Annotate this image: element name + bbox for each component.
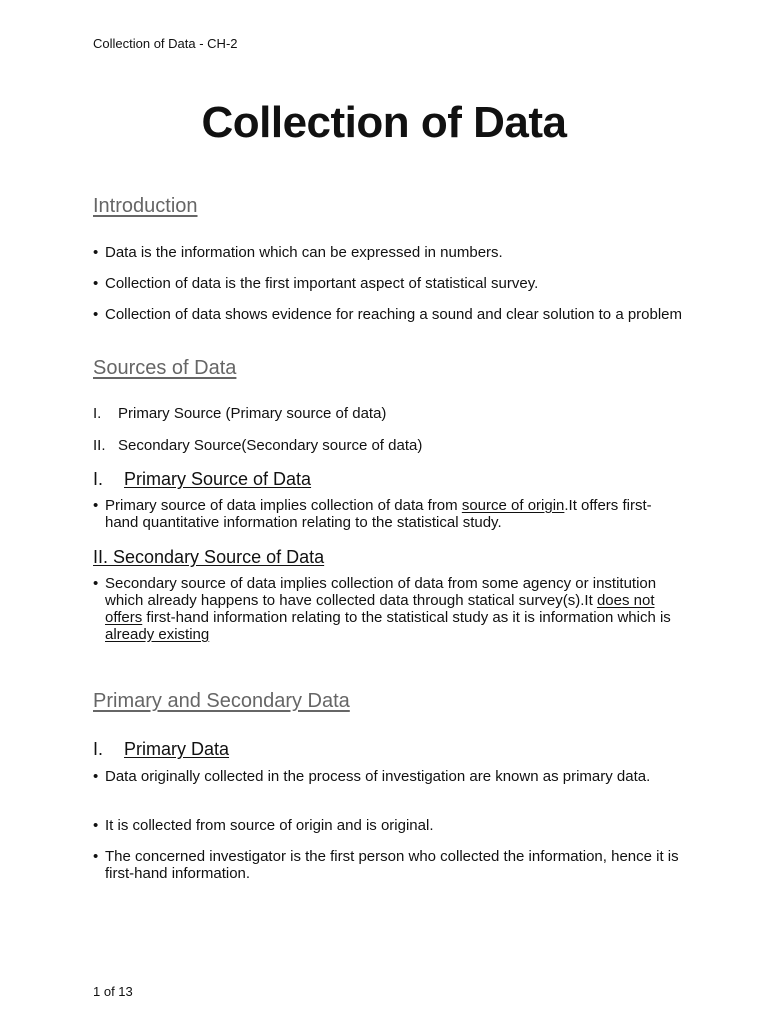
heading-sources-of-data: Sources of Data (93, 357, 237, 379)
list-item: • Collection of data is the first important aspect of statistical survey. (93, 275, 539, 292)
running-header: Collection of Data - CH-2 (93, 36, 238, 51)
page-title: Collection of Data (201, 98, 567, 147)
bullet-icon: • (93, 768, 99, 785)
bullet-icon: • (93, 497, 99, 514)
heading-introduction: Introduction (93, 195, 198, 217)
bullet-icon: • (93, 817, 99, 834)
bullet-icon: • (93, 275, 99, 292)
bullet-icon: • (93, 244, 99, 261)
bullet-icon: • (93, 848, 99, 865)
list-item: • Data is the information which can be expressed in numbers. (93, 244, 503, 261)
bullet-icon: • (93, 575, 99, 592)
heading-primary-data: I. Primary Data (93, 739, 230, 759)
list-item: • The concerned investigator is the first person who collected the information, hence it is first-hand information. (93, 848, 679, 882)
list-item: • It is collected from source of origin and is original. (93, 817, 434, 834)
heading-primary-and-secondary-data: Primary and Secondary Data (93, 690, 350, 712)
list-item: • Secondary source of data implies collection of data from some agency or institution which already happens to have collected data through statical survey(s).It does not offers first-hand information relating to the statistical study as it is information which is already existing (93, 575, 671, 643)
list-item: • Data originally collected in the process of investigation are known as primary data. (93, 768, 651, 785)
heading-secondary-source: II. Secondary Source of Data (93, 547, 325, 567)
list-item: I. Primary Source (Primary source of data) (93, 405, 387, 422)
bullet-icon: • (93, 306, 99, 323)
list-item: II. Secondary Source(Secondary source of data) (93, 437, 423, 454)
list-item: • Primary source of data implies collection of data from source of origin.It offers first-hand quantitative information relating to the statistical study. (93, 497, 652, 531)
heading-primary-source: I. Primary Source of Data (93, 469, 312, 489)
list-item: • Collection of data shows evidence for reaching a sound and clear solution to a problem (93, 306, 683, 323)
page-number: 1 of 13 (93, 984, 133, 999)
